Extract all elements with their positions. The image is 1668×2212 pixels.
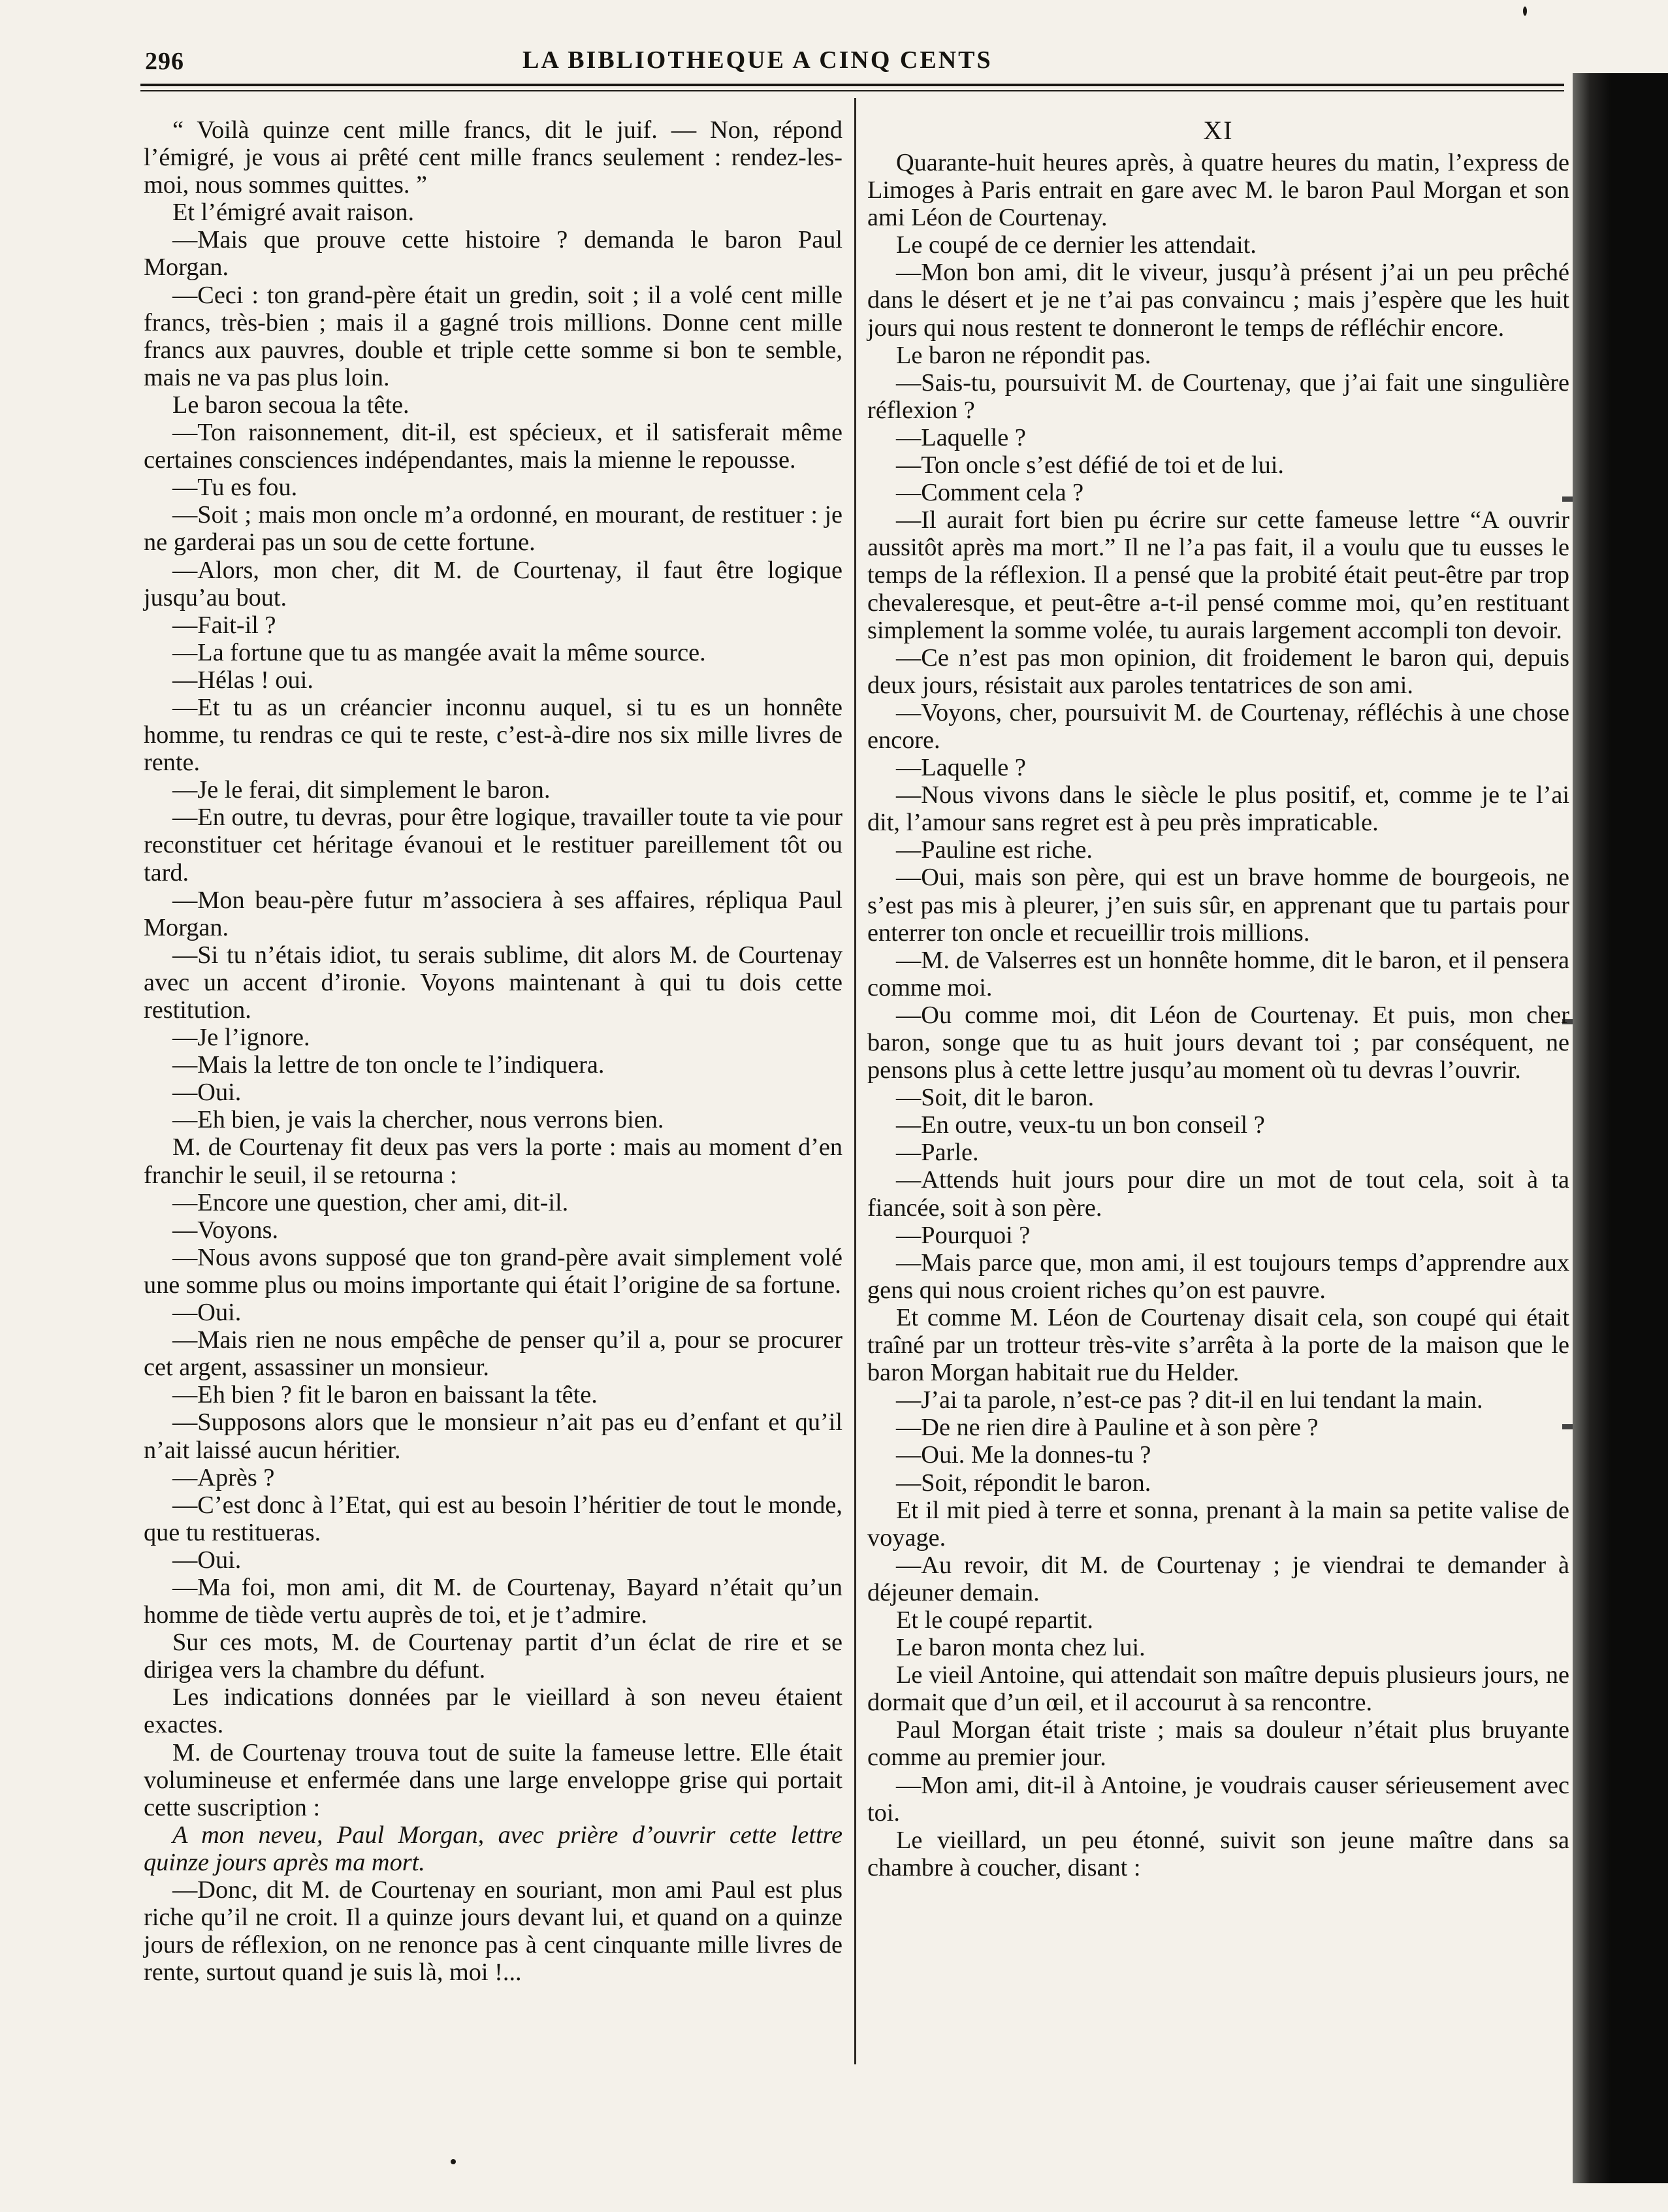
paragraph: Sur ces mots, M. de Courtenay partit d’un éclat de rire et se dirigea vers la chambre du défunt. bbox=[144, 1629, 842, 1684]
paragraph: —Nous avons supposé que ton grand-père avait simplement volé une somme plus ou moins importante qui était l’origine de sa fortune. bbox=[144, 1243, 842, 1299]
stray-mark bbox=[1523, 7, 1527, 16]
paragraph: —Après ? bbox=[172, 1463, 275, 1491]
paragraph: Et l’émigré avait raison. bbox=[172, 199, 415, 227]
paragraph: —Hélas ! oui. bbox=[172, 666, 313, 694]
paragraph: Le coupé de ce dernier les attendait. bbox=[896, 231, 1257, 259]
paragraph: Le baron monta chez lui. bbox=[896, 1634, 1146, 1662]
paragraph: Quarante-huit heures après, à quatre heures du matin, l’express de Limoges à Paris entrait en gare avec M. le baron Paul Morgan et son ami Léon de Courtenay. bbox=[867, 149, 1569, 232]
paragraph: —Ton oncle s’est défié de toi et de lui. bbox=[896, 451, 1284, 480]
paragraph: —La fortune que tu as mangée avait la même source. bbox=[172, 638, 706, 666]
paragraph: —Soit ; mais mon oncle m’a ordonné, en mourant, de restituer : je ne garderai pas un sou de cette fortune. bbox=[144, 501, 842, 557]
paragraph: —Laquelle ? bbox=[896, 754, 1026, 782]
paragraph: —Ceci : ton grand-père était un gredin, soit ; il a volé cent mille francs, très-bien ; mais il a gagné trois millions. Donne cent mille francs aux pauvres, double et triple cette somme si bon te semble, mais ne va pas plus loin. bbox=[144, 281, 842, 391]
paragraph: —Il aurait fort bien pu écrire sur cette fameuse lettre “A ouvrir aussitôt après ma mort.” Il ne l’a pas fait, il a voulu que tu eusses le temps de la réflexion. Il a pensé que la probité était peut-être par trop chevaleresque, et peut-être a-t-il pensé comme moi, qu’en restituant simplement la somme volée, tu aurais largement accompli ton devoir. bbox=[867, 506, 1569, 644]
paragraph: M. de Courtenay fit deux pas vers la porte : mais au moment d’en franchir le seuil, il se retourna : bbox=[144, 1133, 842, 1189]
paragraph: —Donc, dit M. de Courtenay en souriant, mon ami Paul est plus riche qu’il ne croit. Il a quinze jours devant lui, et quand on a quinze jours de réflexion, on ne renonce pas à cent cinquante mille livres de rente, surtout quand je suis là, moi !... bbox=[144, 1876, 842, 1987]
paragraph: Le vieil Antoine, qui attendait son maître depuis plusieurs jours, ne dormait que d’un œil, et il accourut à sa rencontre. bbox=[867, 1661, 1569, 1717]
chapter-heading: XI bbox=[1203, 116, 1234, 145]
paragraph: —Je l’ignore. bbox=[172, 1024, 310, 1052]
paragraph: —Voyons, cher, poursuivit M. de Courtenay, réfléchis à une chose encore. bbox=[867, 698, 1569, 754]
paragraph: M. de Courtenay trouva tout de suite la fameuse lettre. Elle était volumineuse et enfermée dans une large enveloppe grise qui portait cette suscription : bbox=[144, 1738, 842, 1821]
paragraph: —M. de Valserres est un honnête homme, dit le baron, et il pensera comme moi. bbox=[867, 946, 1569, 1001]
paragraph: —Fait-il ? bbox=[172, 611, 276, 639]
page-number: 296 bbox=[145, 48, 184, 75]
stray-mark bbox=[451, 2159, 456, 2164]
paragraph: —Soit, répondit le baron. bbox=[896, 1469, 1151, 1497]
paragraph: —Nous vivons dans le siècle le plus positif, et, comme je te l’ai dit, l’amour sans regret est à peu près impraticable. bbox=[867, 781, 1569, 837]
paragraph: —Mais que prouve cette histoire ? demanda le baron Paul Morgan. bbox=[144, 226, 842, 282]
paragraph: —Ce n’est pas mon opinion, dit froidement le baron qui, depuis deux jours, résistait aux paroles tentatrices de son ami. bbox=[867, 643, 1569, 699]
paragraph: —Mon ami, dit-il à Antoine, je voudrais causer sérieusement avec toi. bbox=[867, 1771, 1569, 1827]
paragraph: —Eh bien, je vais la chercher, nous verrons bien. bbox=[172, 1106, 664, 1134]
paragraph: —Et tu as un créancier inconnu auquel, si tu es un honnête homme, tu rendras ce qui te reste, c’est-à-dire nos six mille livres de rente. bbox=[144, 693, 842, 777]
paragraph: —Mais la lettre de ton oncle te l’indiquera. bbox=[172, 1051, 605, 1079]
left-text-column bbox=[144, 116, 842, 1986]
paragraph: —Attends huit jours pour dire un mot de tout cela, soit à ta fiancée, soit à son père. bbox=[867, 1166, 1569, 1222]
paragraph: Le vieillard, un peu étonné, suivit son jeune maître dans sa chambre à coucher, disant : bbox=[867, 1826, 1569, 1881]
paragraph: —Alors, mon cher, dit M. de Courtenay, il faut être logique jusqu’au bout. bbox=[144, 556, 842, 611]
column-divider bbox=[854, 98, 856, 2064]
paragraph: —De ne rien dire à Pauline et à son père ? bbox=[896, 1414, 1319, 1442]
paragraph: Le baron secoua la tête. bbox=[172, 391, 409, 419]
paragraph: —Ma foi, mon ami, dit M. de Courtenay, Bayard n’était qu’un homme de tiède vertu auprès de toi, et je t’admire. bbox=[144, 1573, 842, 1629]
paragraph: —Au revoir, dit M. de Courtenay ; je viendrai te demander à déjeuner demain. bbox=[867, 1551, 1569, 1606]
paragraph: —En outre, tu devras, pour être logique, travailler toute ta vie pour reconstituer cet héritage évanoui et le restituer pareillement tôt ou tard. bbox=[144, 804, 842, 886]
paragraph: —Pauline est riche. bbox=[896, 836, 1093, 864]
paragraph: —J’ai ta parole, n’est-ce pas ? dit-il en lui tendant la main. bbox=[896, 1386, 1483, 1414]
paragraph: —C’est donc à l’Etat, qui est au besoin l’héritier de tout le monde, que tu restitueras. bbox=[144, 1491, 842, 1546]
paragraph: —Pourquoi ? bbox=[896, 1221, 1031, 1249]
paragraph: —Oui. bbox=[172, 1546, 242, 1574]
paragraph: —Tu es fou. bbox=[172, 474, 298, 502]
paragraph: —Si tu n’étais idiot, tu serais sublime, dit alors M. de Courtenay avec un accent d’ironie. Voyons maintenant à qui tu dois cette restitution. bbox=[144, 941, 842, 1024]
paragraph: —Oui. bbox=[172, 1299, 242, 1327]
paragraph: —Oui. Me la donnes-tu ? bbox=[896, 1441, 1151, 1469]
paragraph: —Voyons. bbox=[172, 1216, 279, 1244]
paragraph: Les indications données par le vieillard à son neveu étaient exactes. bbox=[144, 1683, 842, 1739]
paragraph: —Oui. bbox=[172, 1079, 242, 1107]
paragraph: —Comment cela ? bbox=[896, 479, 1084, 507]
header-rule-thin bbox=[140, 90, 1564, 91]
paragraph: —Sais-tu, poursuivit M. de Courtenay, que j’ai fait une singulière réflexion ? bbox=[867, 368, 1569, 424]
paragraph: —Oui, mais son père, qui est un brave homme de bourgeois, ne s’est pas mis à pleurer, j’en suis sûr, en apprenant que tu partais pour enterrer ton oncle et recueillir trois millions. bbox=[867, 864, 1569, 947]
paragraph: Le baron ne répondit pas. bbox=[896, 341, 1151, 369]
paragraph: “ Voilà quinze cent mille francs, dit le juif. — Non, répond l’émigré, je vous ai prêté cent mille francs seulement : rendez-les-moi, nous sommes quittes. ” bbox=[144, 116, 842, 199]
paragraph: —Mais parce que, mon ami, il est toujours temps d’apprendre aux gens qui nous croient riches qu’on est pauvre. bbox=[867, 1248, 1569, 1304]
paragraph: Et il mit pied à terre et sonna, prenant à la main sa petite valise de voyage. bbox=[867, 1496, 1569, 1552]
right-text-column bbox=[867, 116, 1569, 1881]
paragraph: —Mon bon ami, dit le viveur, jusqu’à présent j’ai un peu prêché dans le désert et je ne t’ai pas convaincu ; mais j’espère que les huit jours qui nous restent te donneront le temps de réfléchir encore. bbox=[867, 259, 1569, 342]
paragraph: Paul Morgan était triste ; mais sa douleur n’était plus bruyante comme au premier jour. bbox=[867, 1716, 1569, 1772]
paragraph: —Mon beau-père futur m’associera à ses affaires, répliqua Paul Morgan. bbox=[144, 886, 842, 941]
running-title: LA BIBLIOTHEQUE A CINQ CENTS bbox=[522, 46, 993, 74]
header-rule bbox=[140, 84, 1564, 86]
paragraph: —Eh bien ? fit le baron en baissant la tête. bbox=[172, 1381, 598, 1409]
paragraph: —Ton raisonnement, dit-il, est spécieux, et il satisferait même certaines consciences indépendantes, mais la mienne le repousse. bbox=[144, 419, 842, 474]
paragraph: —Je le ferai, dit simplement le baron. bbox=[172, 776, 551, 804]
paragraph: Et le coupé repartit. bbox=[896, 1606, 1093, 1634]
paragraph: —Mais rien ne nous empêche de penser qu’il a, pour se procurer cet argent, assassiner un monsieur. bbox=[144, 1326, 842, 1382]
paragraph: —Supposons alors que le monsieur n’ait pas eu d’enfant et qu’il n’ait laissé aucun héritier. bbox=[144, 1408, 842, 1464]
paragraph: —Ou comme moi, dit Léon de Courtenay. Et puis, mon cher baron, songe que tu as huit jours devant toi ; par conséquent, ne pensons plus à cette lettre jusqu’au moment où tu devras l’ouvrir. bbox=[867, 1001, 1569, 1084]
paragraph: —Laquelle ? bbox=[896, 423, 1026, 451]
scan-edge-shadow bbox=[1573, 73, 1668, 2183]
paragraph: —Encore une question, cher ami, dit-il. bbox=[172, 1188, 569, 1216]
paragraph: A mon neveu, Paul Morgan, avec prière d’ouvrir cette lettre quinze jours après ma mort. bbox=[144, 1821, 842, 1876]
paragraph: Et comme M. Léon de Courtenay disait cela, son coupé qui était traîné par un trotteur très-vite s’arrêta à la porte de la maison que le baron Morgan habitait rue du Helder. bbox=[867, 1303, 1569, 1387]
paragraph: —En outre, veux-tu un bon conseil ? bbox=[896, 1111, 1265, 1139]
paragraph: —Parle. bbox=[896, 1139, 979, 1167]
paragraph: —Soit, dit le baron. bbox=[896, 1084, 1095, 1112]
